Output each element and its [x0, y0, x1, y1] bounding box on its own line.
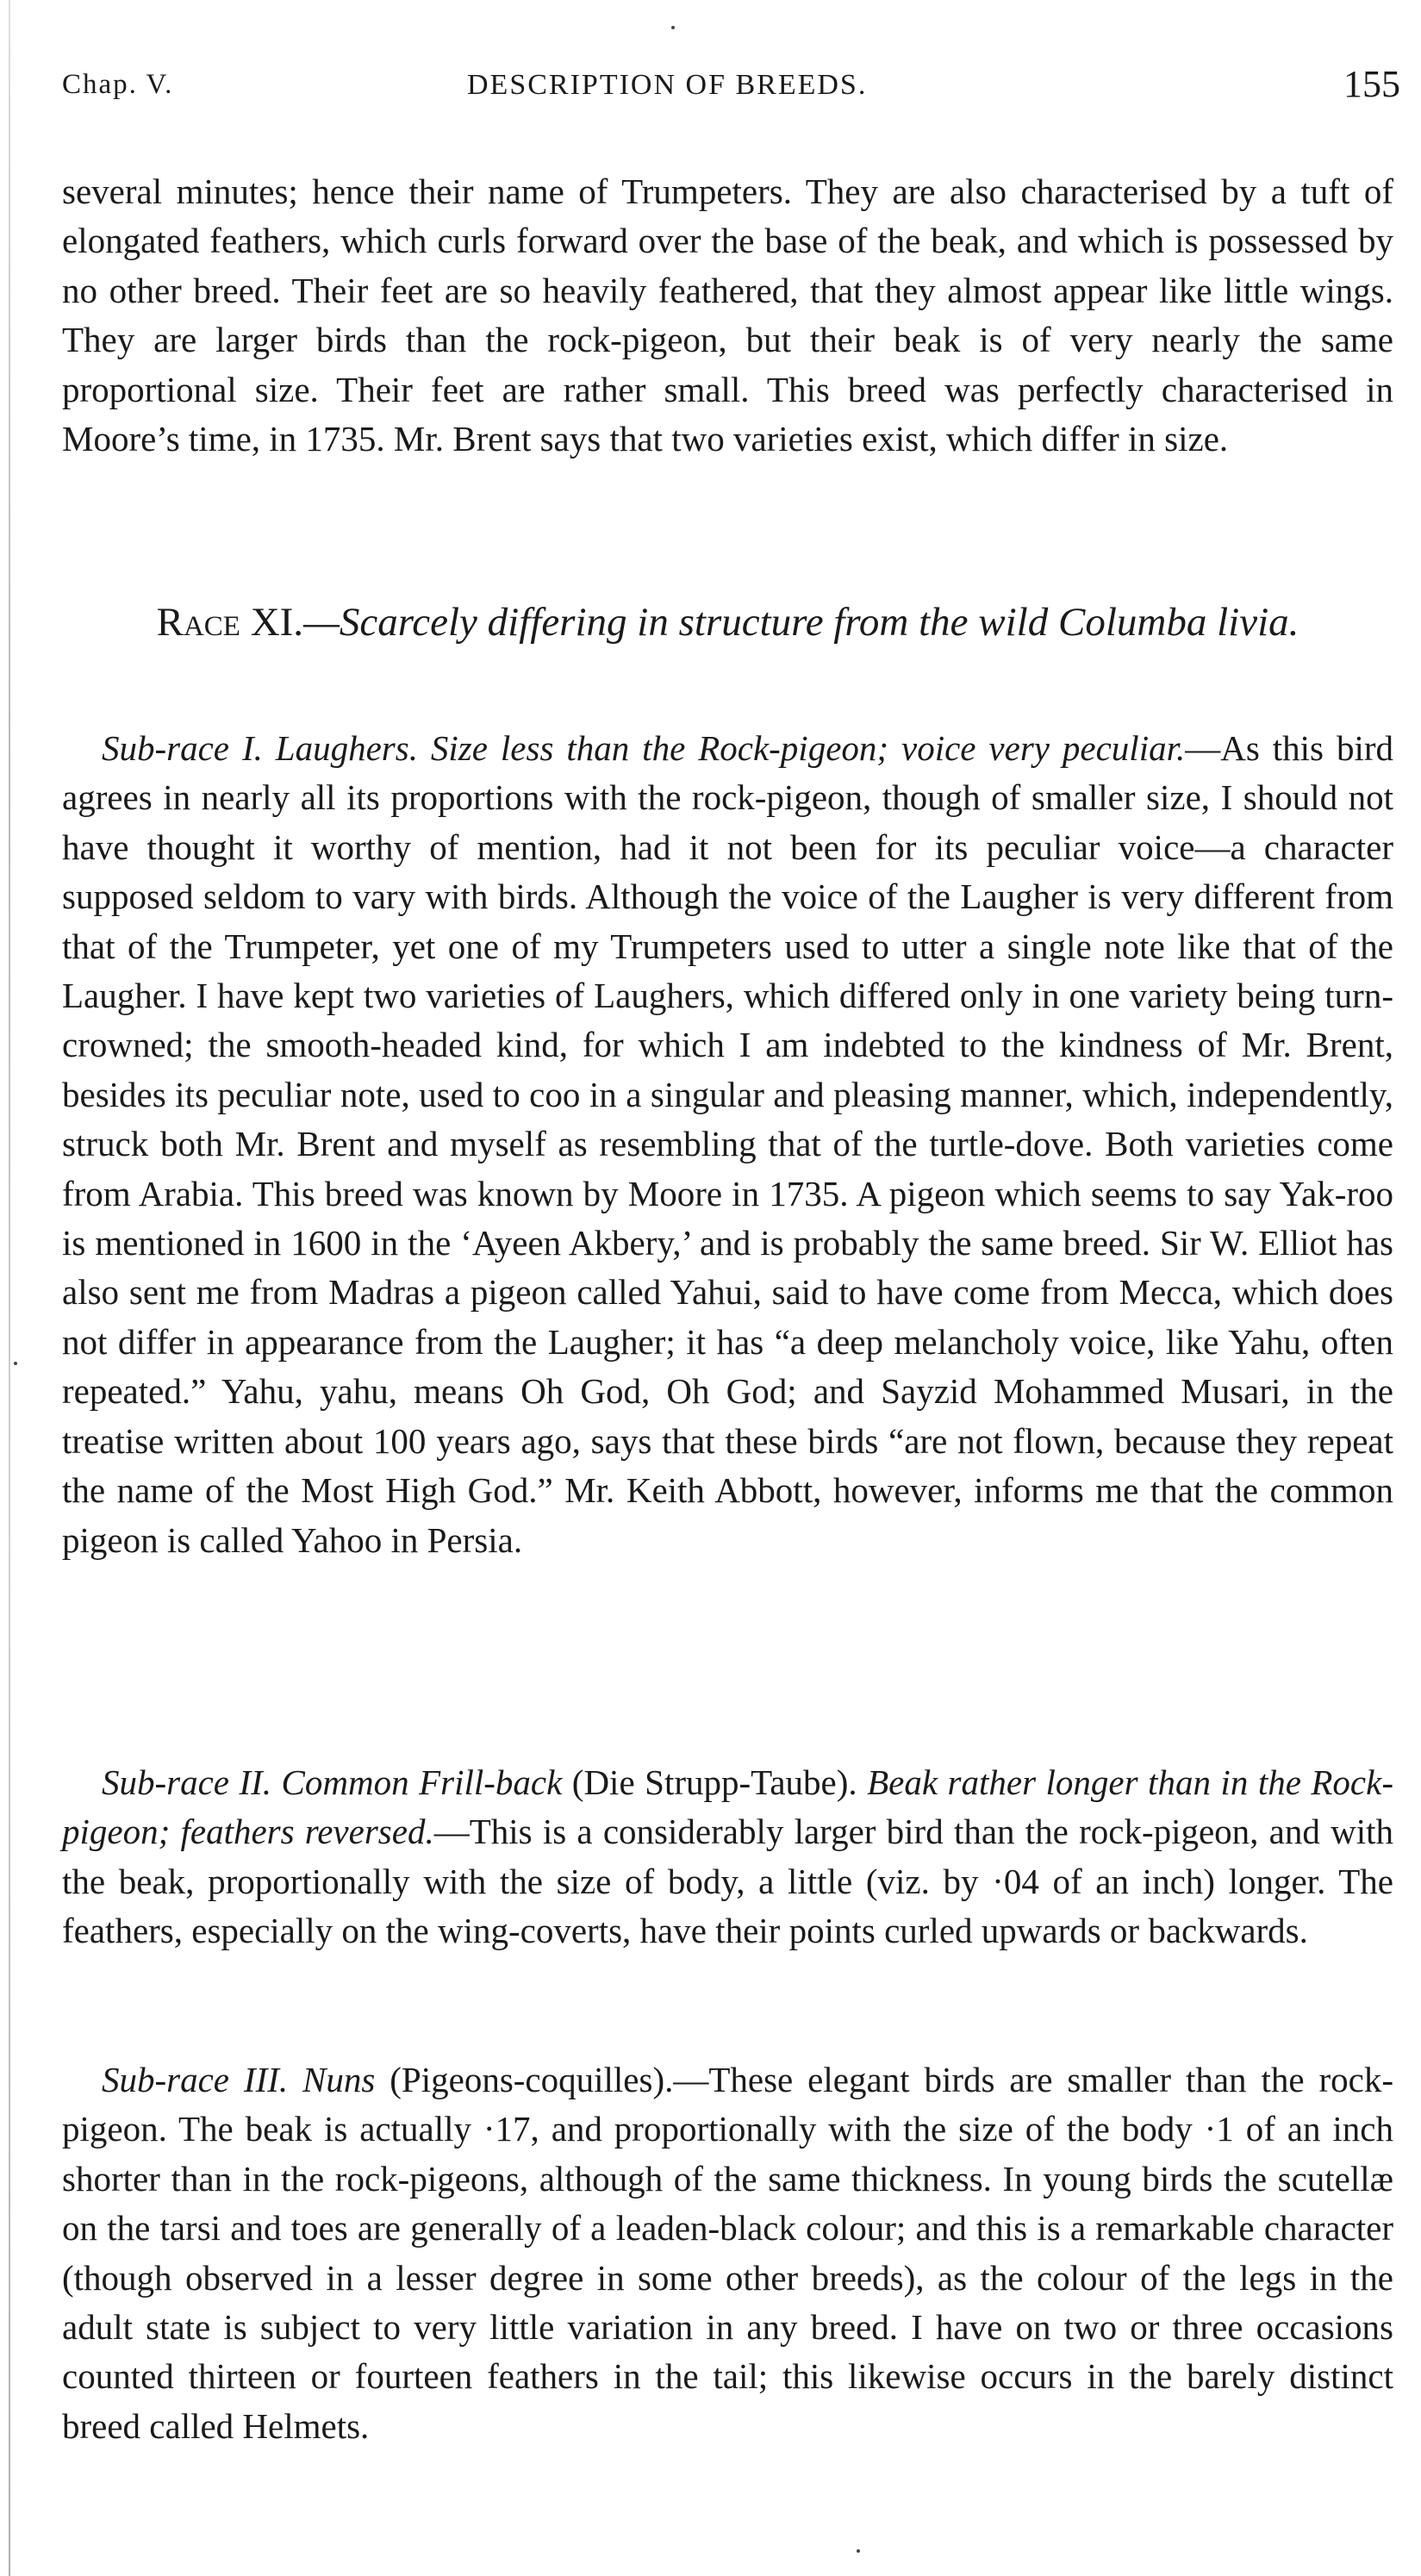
continuation-text: several minutes; hence their name of Trumpeters. They are also characterised by a tuft of elongated feathers, which curls forward over the base of the beak, and which is possessed by no other breed. Their feet are so heavily feathered, that they almost appear like little wings. They are larger birds than the rock-pigeon, but their beak is of very nearly the same proportional size. Their feet are rather small. This breed was perfectly characterised in Moore’s time, in 1735. Mr. Brent says that two varieties exist, which differ in size. — [62, 172, 1393, 459]
subrace-name: (Die Strupp-Taube). — [562, 1762, 857, 1802]
subrace-text: —This is a considerably larger bird than the rock-pigeon, and with the beak, proportionally with the size of body, a little (viz. by ·04 of an inch) longer. The feathers, especially on the wing-coverts, have their points curled upwards or backwards. — [62, 1812, 1393, 1951]
subrace-description: Size less than the Rock-pigeon; voice very peculiar. — [417, 728, 1186, 768]
print-speck — [14, 1362, 17, 1365]
chapter-label: Chap. V. — [62, 69, 174, 100]
subrace-text: —As this bird agrees in nearly all its proportions with the rock-pigeon, though of smaller size, I should not have thought it worthy of mention, had it not been for its peculiar voice—a character supposed seldom to vary with birds. Although the voice of the Laugher is very different from that of the Trumpeter, yet one of my Trumpeters used to utter a single note like that of the Laugher. I have kept two varieties of Laughers, which differed only in one variety being turn-crowned; the smooth-headed kind, for which I am indebted to the kindness of Mr. Brent, besides its peculiar note, used to coo in a singular and pleasing manner, which, independently, struck both Mr. Brent and myself as resembling that of the turtle-dove. Both varieties come from Arabia. This breed was known by Moore in 1735. A pigeon which seems to say Yak-roo is mentioned in 1600 in the ‘Ayeen Akbery,’ and is probably the same breed. Sir W. Elliot has also sent me from Madras a pigeon called Yahui, said to have come from Mecca, which does not differ in appearance from the Laugher; it has “a deep melancholy voice, like Yahu, often repeated.” Yahu, yahu, means Oh God, Oh God; and Sayzid Mohammed Musari, in the treatise written about 100 years ago, says that these birds “are not flown, because they repeat the name of the Most High God.” Mr. Keith Abbott, however, informs me that the common pigeon is called Yahoo in Persia. — [62, 728, 1394, 1560]
print-speck — [671, 26, 675, 29]
binding-gutter-line — [9, 0, 10, 2576]
race-heading — [62, 595, 1393, 650]
running-title: DESCRIPTION OF BREEDS. — [467, 69, 868, 101]
subrace-name: (Pigeons-coquilles). — [375, 2060, 674, 2099]
race-title: —Scarcely differing in structure from the wild Columba livia. — [303, 600, 1299, 645]
subrace-paragraph-nuns — [62, 2055, 1393, 2451]
subrace-label: Sub-race III. Nuns — [102, 2060, 376, 2099]
subrace-label: Sub-race I. Laughers. — [102, 728, 418, 768]
subrace-text: —These elegant birds are smaller than the rock-pigeon. The beak is actually ·17, and proportionally with the size of the body ·1 of an inch shorter than in the rock-pigeons, although of the same thickness. In young birds the scutellæ on the tarsi and toes are generally of a leaden-black colour; and this is a remarkable character (though observed in a lesser degree in some other breeds), as the colour of the legs in the adult state is subject to very little variation in any breed. I have on two or three occasions counted thirteen or fourteen feathers in the tail; this likewise occurs in the barely distinct breed called Helmets. — [62, 2060, 1393, 2446]
page-number: 155 — [1343, 63, 1400, 105]
running-header — [62, 62, 1400, 114]
subrace-paragraph-frill-back — [62, 1758, 1393, 1956]
continuation-paragraph — [62, 167, 1393, 464]
race-label: Race XI. — [156, 600, 304, 645]
print-speck — [857, 2549, 860, 2553]
subrace-description: Beak rather longer than in the Rock-pigeon; feathers reversed. — [62, 1762, 1393, 1852]
subrace-paragraph-laughers — [62, 724, 1393, 1565]
subrace-label: Sub-race II. Common Frill-back — [102, 1762, 563, 1802]
